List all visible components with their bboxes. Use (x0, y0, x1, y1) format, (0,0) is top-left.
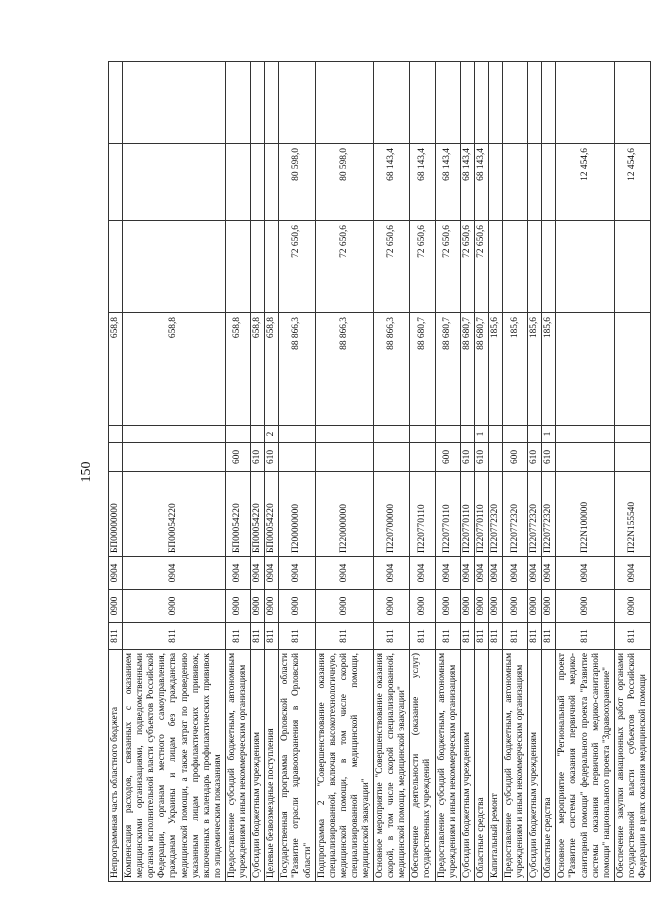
amount-year-1: 185,6 (528, 313, 542, 426)
table-row (265, 62, 279, 882)
amount-year-1: 185,6 (542, 313, 556, 426)
empty-cell (410, 62, 435, 144)
empty-cell (435, 62, 460, 144)
amount-year-3: 68 143,4 (460, 144, 474, 221)
expense-type-code (556, 443, 614, 472)
funding-source-code (225, 426, 250, 443)
expense-type-code (410, 443, 435, 472)
row-name: Непрограммная часть областного бюджета (109, 650, 123, 882)
empty-cell (315, 62, 373, 144)
target-item-code: БП00054220 (251, 472, 265, 557)
amount-year-2 (109, 221, 123, 313)
amount-year-1: 88 680,7 (460, 313, 474, 426)
row-name: Предоставление субсидий бюджетным, автономным учреждениям и иным некоммерческим организациям (503, 650, 528, 882)
amount-year-3 (265, 144, 279, 221)
row-name: Субсидии бюджетным учреждениям (528, 650, 542, 882)
amount-year-1: 185,6 (503, 313, 528, 426)
rotated-content (68, 62, 649, 882)
funding-source-code (556, 426, 614, 443)
amount-year-3: 80 598,0 (279, 144, 315, 221)
row-name: Областные средства (542, 650, 556, 882)
section-code: 0900 (488, 590, 502, 623)
amount-year-2 (488, 221, 502, 313)
section-code: 0900 (279, 590, 315, 623)
admin-code: 811 (123, 623, 226, 650)
expense-type-code (109, 443, 123, 472)
subsection-code: 0904 (460, 557, 474, 590)
funding-source-code (488, 426, 502, 443)
amount-year-3 (251, 144, 265, 221)
subsection-code: 0904 (265, 557, 279, 590)
section-code: 0900 (315, 590, 373, 623)
section-code: 0900 (528, 590, 542, 623)
expense-type-code: 600 (503, 443, 528, 472)
empty-cell (614, 62, 650, 144)
section-code: 0900 (556, 590, 614, 623)
empty-cell (503, 62, 528, 144)
table-row (251, 62, 265, 882)
table-row (488, 62, 502, 882)
empty-cell (556, 62, 614, 144)
funding-source-code (435, 426, 460, 443)
expense-type-code (488, 443, 502, 472)
expense-type-code (279, 443, 315, 472)
expense-type-code (614, 443, 650, 472)
expense-type-code (315, 443, 373, 472)
target-item-code: П220772320 (542, 472, 556, 557)
table-row (374, 62, 410, 882)
amount-year-2 (225, 221, 250, 313)
empty-cell (488, 62, 502, 144)
row-name: Предоставление субсидий бюджетным, автономным учреждениям и иным некоммерческим организациям (225, 650, 250, 882)
amount-year-3: 68 143,4 (435, 144, 460, 221)
amount-year-2 (123, 221, 226, 313)
section-code: 0900 (435, 590, 460, 623)
subsection-code: 0904 (279, 557, 315, 590)
amount-year-2: 72 650,6 (460, 221, 474, 313)
amount-year-2: 72 650,6 (279, 221, 315, 313)
expense-type-code: 610 (265, 443, 279, 472)
admin-code: 811 (109, 623, 123, 650)
amount-year-1: 88 680,7 (410, 313, 435, 426)
section-code: 0900 (109, 590, 123, 623)
table-row (435, 62, 460, 882)
table-row (556, 62, 614, 882)
amount-year-1 (614, 313, 650, 426)
target-item-code: П220772320 (503, 472, 528, 557)
admin-code: 811 (460, 623, 474, 650)
amount-year-1: 88 866,3 (374, 313, 410, 426)
amount-year-1: 88 866,3 (279, 313, 315, 426)
row-name: Государственная программа Орловской области "Развитие отрасли здравоохранения в Орловской области" (279, 650, 315, 882)
row-name: Предоставление субсидий бюджетным, автономным учреждениям и иным некоммерческим организациям (435, 650, 460, 882)
subsection-code: 0904 (488, 557, 502, 590)
table-row (460, 62, 474, 882)
target-item-code: П220772320 (528, 472, 542, 557)
target-item-code: П220770110 (435, 472, 460, 557)
amount-year-1: 88 680,7 (435, 313, 460, 426)
amount-year-1: 658,8 (123, 313, 226, 426)
expense-type-code (374, 443, 410, 472)
admin-code: 811 (614, 623, 650, 650)
admin-code: 811 (225, 623, 250, 650)
empty-cell (279, 62, 315, 144)
section-code: 0900 (474, 590, 488, 623)
section-code: 0900 (251, 590, 265, 623)
subsection-code: 0904 (503, 557, 528, 590)
amount-year-1: 185,6 (488, 313, 502, 426)
amount-year-3 (503, 144, 528, 221)
funding-source-code (279, 426, 315, 443)
table-row (614, 62, 650, 882)
table-row (542, 62, 556, 882)
row-name: Основное мероприятие "Региональный проект "Развитие системы оказания первичной медико-санитарной помощи" федерального проекта "Развитие системы оказания первичной медико-санитарной помощи" национального проекта "Здравоохранение" (556, 650, 614, 882)
admin-code: 811 (315, 623, 373, 650)
section-code: 0900 (123, 590, 226, 623)
table-row (410, 62, 435, 882)
subsection-code: 0904 (435, 557, 460, 590)
subsection-code: 0904 (109, 557, 123, 590)
amount-year-1: 88 866,3 (315, 313, 373, 426)
amount-year-3: 80 598,0 (315, 144, 373, 221)
subsection-code: 0904 (225, 557, 250, 590)
empty-cell (225, 62, 250, 144)
funding-source-code (315, 426, 373, 443)
funding-source-code (123, 426, 226, 443)
table-row (109, 62, 123, 882)
amount-year-3: 12 454,6 (556, 144, 614, 221)
target-item-code: П200000000 (279, 472, 315, 557)
funding-source-code (614, 426, 650, 443)
amount-year-1: 658,8 (251, 313, 265, 426)
amount-year-3 (542, 144, 556, 221)
expense-type-code: 610 (460, 443, 474, 472)
amount-year-2: 72 650,6 (474, 221, 488, 313)
target-item-code: П220770110 (474, 472, 488, 557)
subsection-code: 0904 (374, 557, 410, 590)
funding-source-code (460, 426, 474, 443)
row-name: Капитальный ремонт (488, 650, 502, 882)
section-code: 0900 (265, 590, 279, 623)
target-item-code: БП00054220 (265, 472, 279, 557)
page-number: 150 (79, 461, 94, 483)
admin-code: 811 (374, 623, 410, 650)
target-item-code: БП00054220 (225, 472, 250, 557)
row-name: Обеспечение закупки авиационных работ органами государственной власти субъектов Российской Федерации в целях оказания медицинской помощи (614, 650, 650, 882)
row-name: Субсидии бюджетным учреждениям (251, 650, 265, 882)
subsection-code: 0904 (542, 557, 556, 590)
target-item-code: П220700000 (374, 472, 410, 557)
amount-year-3 (123, 144, 226, 221)
amount-year-3 (109, 144, 123, 221)
amount-year-2 (251, 221, 265, 313)
empty-cell (528, 62, 542, 144)
funding-source-code (410, 426, 435, 443)
target-item-code: П220000000 (315, 472, 373, 557)
table-row (315, 62, 373, 882)
admin-code: 811 (488, 623, 502, 650)
admin-code: 811 (265, 623, 279, 650)
section-code: 0900 (460, 590, 474, 623)
subsection-code: 0904 (315, 557, 373, 590)
admin-code: 811 (542, 623, 556, 650)
row-name: Подпрограмма 2 "Совершенствование оказания специализированной, включая высокотехнологичную, медицинской помощи, в том числе скорой специализированной медицинской помощи, медицинской эвакуации" (315, 650, 373, 882)
amount-year-2 (556, 221, 614, 313)
expense-type-code (123, 443, 226, 472)
section-code: 0900 (503, 590, 528, 623)
amount-year-3 (488, 144, 502, 221)
amount-year-2 (614, 221, 650, 313)
funding-source-code (528, 426, 542, 443)
expense-type-code: 610 (528, 443, 542, 472)
empty-cell (265, 62, 279, 144)
table-row (503, 62, 528, 882)
target-item-code: БП00054220 (123, 472, 226, 557)
amount-year-1: 88 680,7 (474, 313, 488, 426)
empty-cell (460, 62, 474, 144)
amount-year-2: 72 650,6 (435, 221, 460, 313)
amount-year-1: 658,8 (225, 313, 250, 426)
admin-code: 811 (503, 623, 528, 650)
admin-code: 811 (528, 623, 542, 650)
empty-cell (123, 62, 226, 144)
amount-year-2 (542, 221, 556, 313)
table-row (474, 62, 488, 882)
subsection-code: 0904 (528, 557, 542, 590)
funding-source-code (109, 426, 123, 443)
table-row (225, 62, 250, 882)
table-row (528, 62, 542, 882)
amount-year-1: 658,8 (265, 313, 279, 426)
empty-cell (251, 62, 265, 144)
section-code: 0900 (542, 590, 556, 623)
row-name: Обеспечение деятельности (оказание услуг) государственных учреждений (410, 650, 435, 882)
amount-year-3 (225, 144, 250, 221)
row-name: Основное мероприятие "Совершенствование оказания скорой, в том числе скорой специализированной, медицинской помощи, медицинской эвакуации" (374, 650, 410, 882)
amount-year-3: 12 454,6 (614, 144, 650, 221)
row-name: Субсидии бюджетным учреждениям (460, 650, 474, 882)
amount-year-2 (528, 221, 542, 313)
subsection-code: 0904 (410, 557, 435, 590)
subsection-code: 0904 (474, 557, 488, 590)
target-item-code: П220772320 (488, 472, 502, 557)
amount-year-3: 68 143,4 (374, 144, 410, 221)
amount-year-2: 72 650,6 (315, 221, 373, 313)
target-item-code: П22N100000 (556, 472, 614, 557)
amount-year-2: 72 650,6 (374, 221, 410, 313)
table-body (109, 62, 651, 882)
row-name: Компенсация расходов, связанных с оказанием медицинскими организациями, подведомственными органам исполнительной власти субъектов Российской Федерации, органам местного самоуправления, гражданам Украины и лицам без гражданства медицинской помощи, а также затрат по проведению указанным лицам профилактических прививок, включенных в календарь профилактических прививок по эпидемическим показаниям (123, 650, 226, 882)
expense-type-code: 610 (542, 443, 556, 472)
funding-source-code: 1 (542, 426, 556, 443)
funding-source-code: 1 (474, 426, 488, 443)
empty-cell (109, 62, 123, 144)
amount-year-3: 68 143,4 (474, 144, 488, 221)
admin-code: 811 (251, 623, 265, 650)
table-row (279, 62, 315, 882)
subsection-code: 0904 (614, 557, 650, 590)
expense-type-code: 610 (251, 443, 265, 472)
funding-source-code: 2 (265, 426, 279, 443)
amount-year-2 (265, 221, 279, 313)
budget-table (108, 61, 651, 882)
admin-code: 811 (556, 623, 614, 650)
funding-source-code (503, 426, 528, 443)
subsection-code: 0904 (556, 557, 614, 590)
subsection-code: 0904 (251, 557, 265, 590)
target-item-code: П220770110 (460, 472, 474, 557)
amount-year-2: 72 650,6 (410, 221, 435, 313)
target-item-code: П22N155540 (614, 472, 650, 557)
admin-code: 811 (435, 623, 460, 650)
expense-type-code: 600 (435, 443, 460, 472)
section-code: 0900 (374, 590, 410, 623)
expense-type-code: 610 (474, 443, 488, 472)
section-code: 0900 (614, 590, 650, 623)
target-item-code: П220770110 (410, 472, 435, 557)
amount-year-2 (503, 221, 528, 313)
funding-source-code (374, 426, 410, 443)
admin-code: 811 (279, 623, 315, 650)
table-row (123, 62, 226, 882)
admin-code: 811 (474, 623, 488, 650)
amount-year-1 (556, 313, 614, 426)
funding-source-code (251, 426, 265, 443)
expense-type-code: 600 (225, 443, 250, 472)
empty-cell (474, 62, 488, 144)
row-name: Целевые безвозмездные поступления (265, 650, 279, 882)
amount-year-3: 68 143,4 (410, 144, 435, 221)
row-name: Областные средства (474, 650, 488, 882)
empty-cell (374, 62, 410, 144)
admin-code: 811 (410, 623, 435, 650)
target-item-code: БП00000000 (109, 472, 123, 557)
amount-year-1: 658,8 (109, 313, 123, 426)
amount-year-3 (528, 144, 542, 221)
subsection-code: 0904 (123, 557, 226, 590)
section-code: 0900 (410, 590, 435, 623)
section-code: 0900 (225, 590, 250, 623)
empty-cell (542, 62, 556, 144)
